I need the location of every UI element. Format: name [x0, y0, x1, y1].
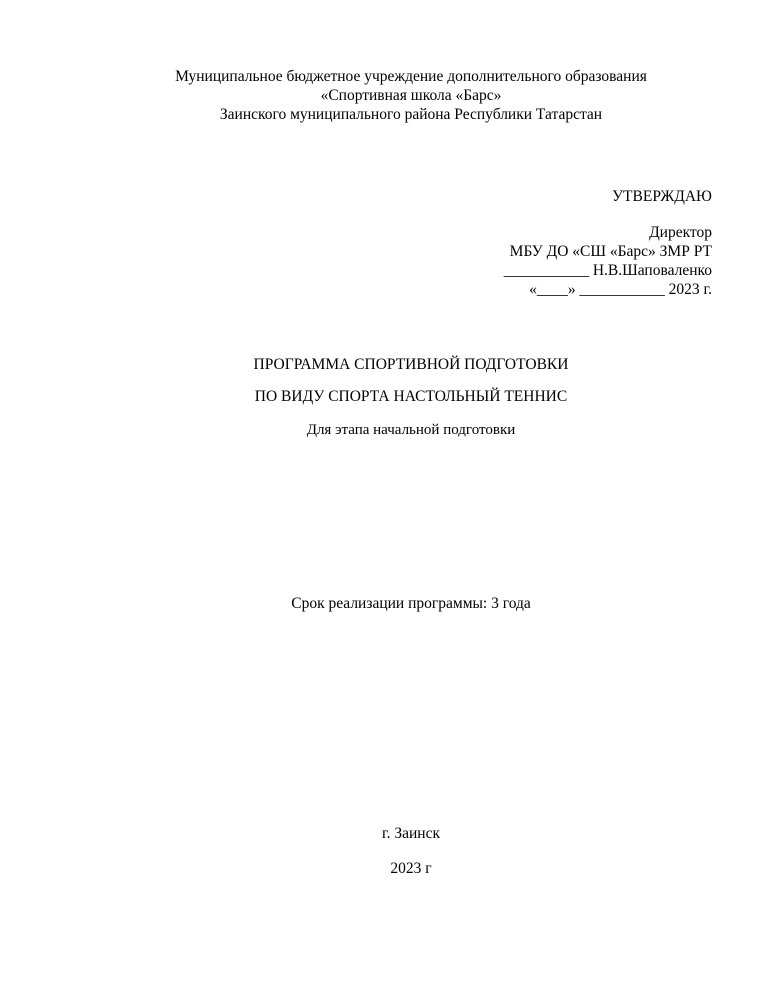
footer-year: 2023 г [390, 860, 432, 877]
approval-organization: МБУ ДО «СШ «Барс» ЗМР РТ [509, 243, 712, 260]
header-line-2: «Спортивная школа «Барс» [320, 87, 502, 104]
header-line-3: Заинского муниципального района Республики Татарстан [219, 106, 603, 123]
organization-header [0, 67, 768, 124]
approval-date-line: «____» ___________ 2023 г. [529, 281, 712, 298]
approval-title: УТВЕРЖДАЮ [612, 188, 712, 205]
footer-city: г. Заинск [381, 825, 440, 842]
program-title-line-1: ПРОГРАММА СПОРТИВНОЙ ПОДГОТОВКИ [253, 356, 569, 373]
approval-block [504, 187, 712, 299]
approval-signature-line: ___________ Н.В.Шаповаленко [503, 262, 712, 279]
header-line-1: Муниципальное бюджетное учреждение дополнительного образования [175, 68, 647, 85]
program-subtitle: Для этапа начальной подготовки [306, 422, 516, 438]
program-duration: Срок реализации программы: 3 года [291, 595, 531, 612]
program-title-line-2: ПО ВИДУ СПОРТА НАСТОЛЬНЫЙ ТЕННИС [254, 388, 568, 405]
approval-position: Директор [649, 224, 712, 241]
